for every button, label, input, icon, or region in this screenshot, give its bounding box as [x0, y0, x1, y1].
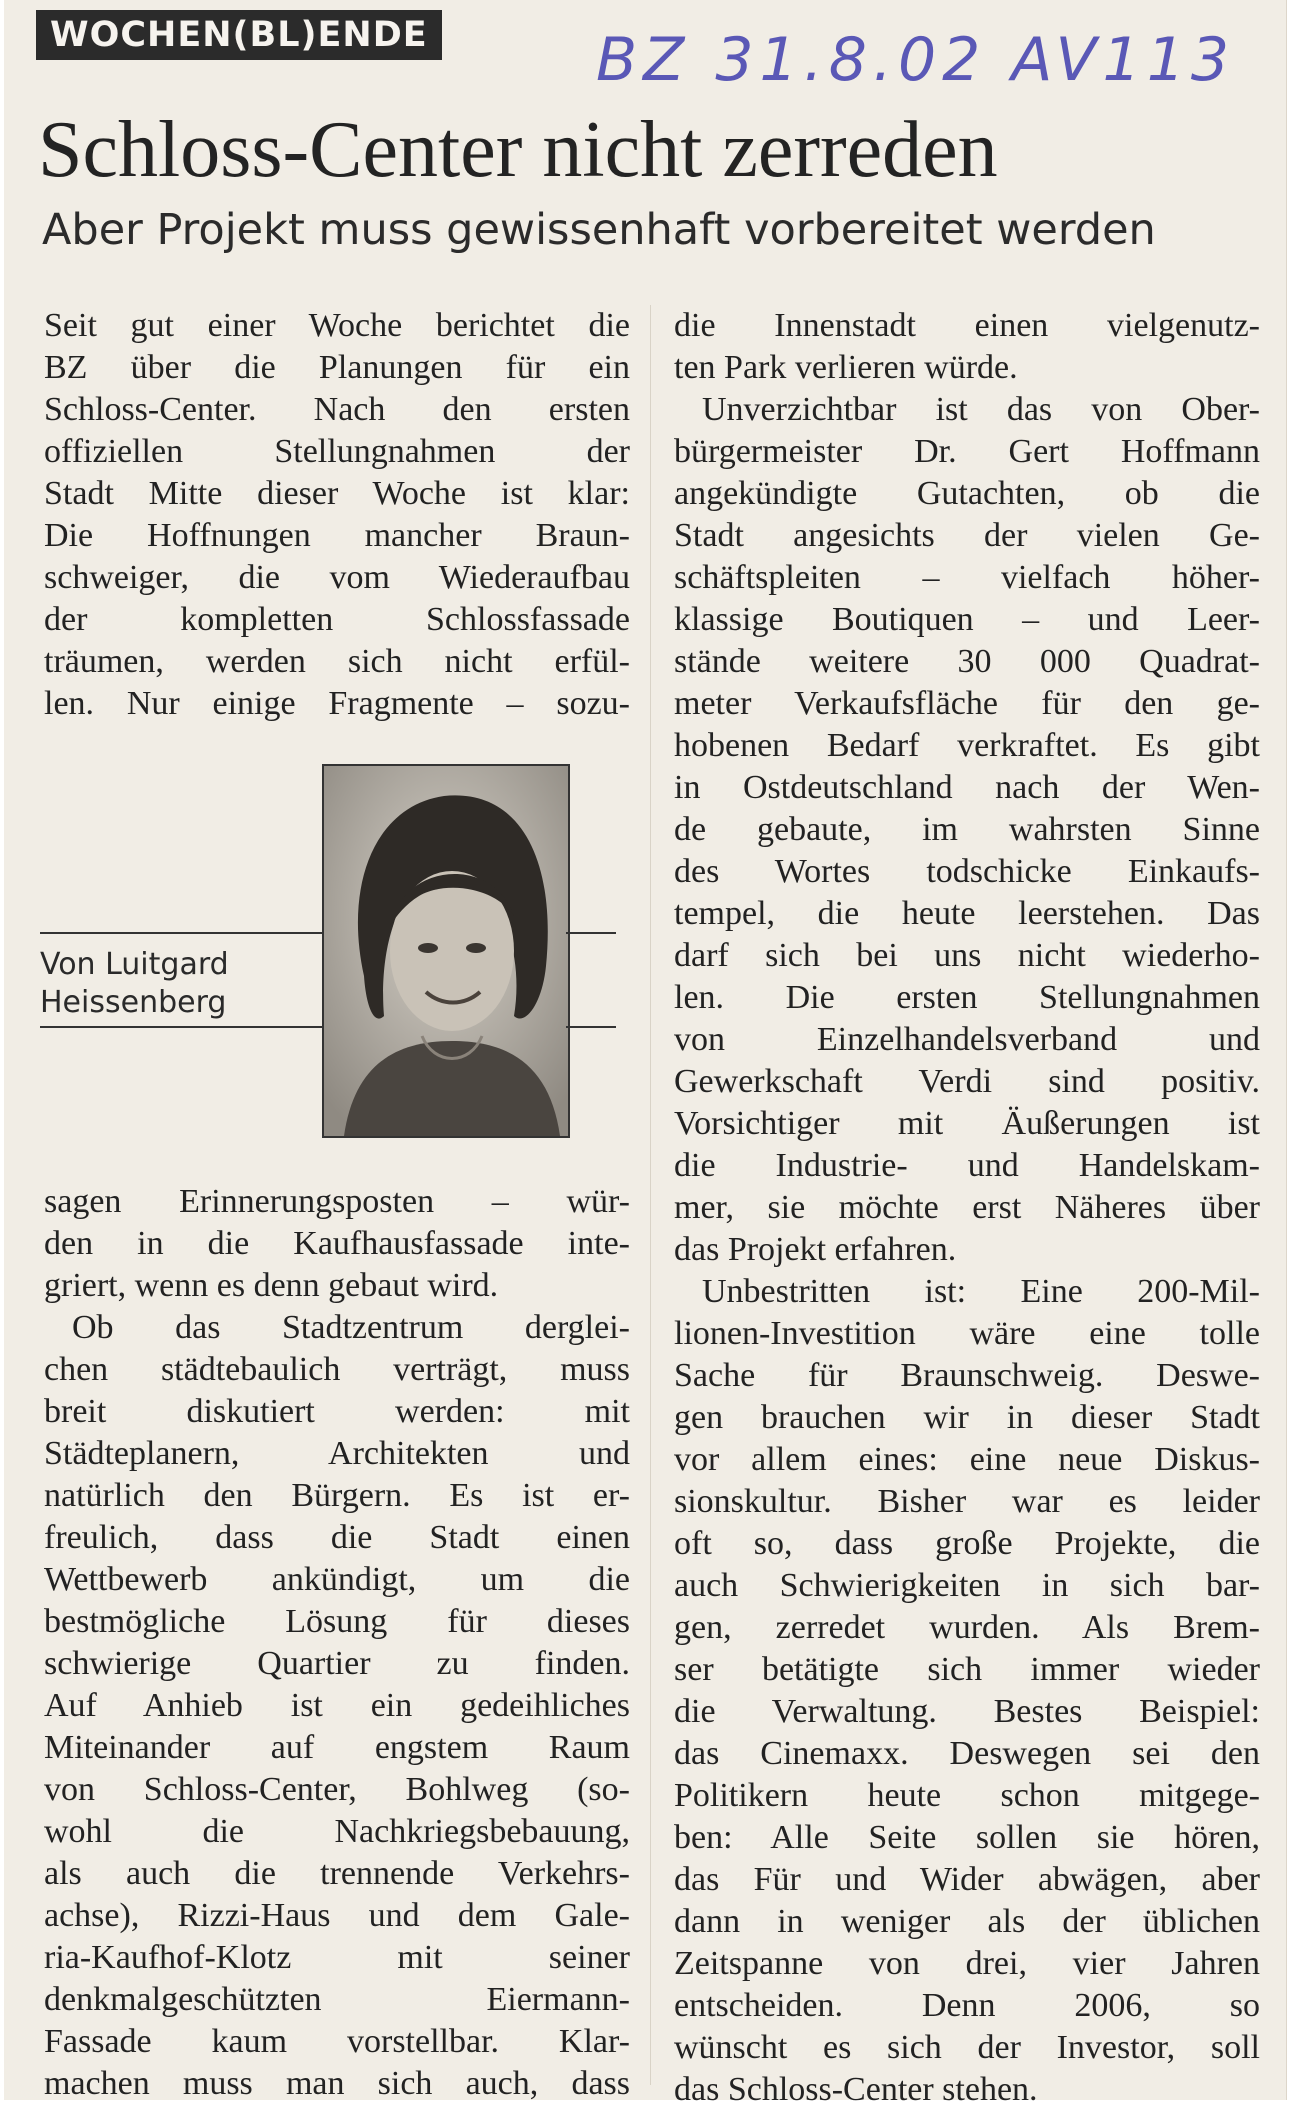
text-line: Schloss-Center. Nach den ersten [44, 391, 630, 428]
text-line: von Schloss-Center, Bohlweg (so- [44, 1771, 630, 1808]
text-line: des Wortes todschicke Einkaufs- [674, 853, 1260, 890]
text-line: Sache für Braunschweig. Deswe- [674, 1357, 1260, 1394]
text-line: Wettbewerb ankündigt, um die [44, 1561, 630, 1598]
text-line: Seit gut einer Woche berichtet die [44, 307, 630, 344]
handwritten-date-note: BZ 31.8.02 AV113 [596, 25, 1236, 95]
text-line: bürgermeister Dr. Gert Hoffmann [674, 433, 1260, 470]
text-line: der kompletten Schlossfassade [44, 601, 630, 638]
text-line: stände weitere 30 000 Quadrat- [674, 643, 1260, 680]
text-line: sagen Erinnerungsposten – wür- [44, 1183, 630, 1220]
text-line: darf sich bei uns nicht wiederho- [674, 937, 1260, 974]
text-line: vor allem eines: eine neue Diskus- [674, 1441, 1260, 1478]
text-line: sionskultur. Bisher war es leider [674, 1483, 1260, 1520]
text-line: klassige Boutiquen – und Leer- [674, 601, 1260, 638]
text-line: gen brauchen wir in dieser Stadt [674, 1399, 1260, 1436]
text-line: Gewerkschaft Verdi sind positiv. [674, 1063, 1260, 1100]
text-line: Unbestritten ist: Eine 200-Mil- [702, 1273, 1260, 1310]
section-label: WOCHEN(BL)ENDE [36, 10, 442, 60]
text-line: als auch die trennende Verkehrs- [44, 1855, 630, 1892]
text-line: in Ostdeutschland nach der Wen- [674, 769, 1260, 806]
text-line: griert, wenn es denn gebaut wird. [44, 1267, 499, 1304]
author-photo [322, 764, 570, 1138]
text-line: hobenen Bedarf verkraftet. Es gibt [674, 727, 1260, 764]
text-line: len. Die ersten Stellungnahmen [674, 979, 1260, 1016]
text-line: das Cinemaxx. Deswegen sei den [674, 1735, 1260, 1772]
text-line: dann in weniger als der üblichen [674, 1903, 1260, 1940]
text-line: machen muss man sich auch, dass [44, 2065, 630, 2102]
headline: Schloss-Center nicht zerreden [38, 106, 998, 194]
text-line: len. Nur einige Fragmente – sozu- [44, 685, 630, 722]
text-line: chen städtebaulich verträgt, muss [44, 1351, 630, 1388]
byline-rule-bottom [40, 1026, 322, 1028]
text-line: entscheiden. Denn 2006, so [674, 1987, 1260, 2024]
text-line: Unverzichtbar ist das von Ober- [702, 391, 1260, 428]
text-line: tempel, die heute leerstehen. Das [674, 895, 1260, 932]
newspaper-clipping [4, 0, 1287, 2108]
text-line: schweiger, die vom Wiederaufbau [44, 559, 630, 596]
text-line: von Einzelhandelsverband und [674, 1021, 1260, 1058]
text-line: den in die Kaufhausfassade inte- [44, 1225, 630, 1262]
byline-line-1: Von Luitgard [40, 947, 229, 982]
byline-rule-right-top [566, 932, 616, 934]
text-line: die Innenstadt einen vielgenutz- [674, 307, 1260, 344]
byline-line-2: Heissenberg [40, 985, 227, 1020]
text-line: BZ über die Planungen für ein [44, 349, 630, 386]
text-line: bestmögliche Lösung für dieses [44, 1603, 630, 1640]
column-divider [650, 305, 651, 2085]
text-line: Stadt angesichts der vielen Ge- [674, 517, 1260, 554]
text-line: wohl die Nachkriegsbebauung, [44, 1813, 630, 1850]
text-line: ten Park verlieren würde. [674, 349, 1018, 386]
text-line: offiziellen Stellungnahmen der [44, 433, 630, 470]
text-line: natürlich den Bürgern. Es ist er- [44, 1477, 630, 1514]
article-column-1-top [44, 305, 630, 725]
text-line: wünscht es sich der Investor, soll [674, 2029, 1260, 2066]
text-line: denkmalgeschützten Eiermann- [44, 1981, 630, 2018]
byline-rule-right-bottom [566, 1026, 616, 1028]
text-line: oft so, dass große Projekte, die [674, 1525, 1260, 1562]
text-line: de gebaute, im wahrsten Sinne [674, 811, 1260, 848]
text-line: das Für und Wider abwägen, aber [674, 1861, 1260, 1898]
text-line: schäftspleiten – vielfach höher- [674, 559, 1260, 596]
text-line: gen, zerredet wurden. Als Brem- [674, 1609, 1260, 1646]
text-line: das Projekt erfahren. [674, 1231, 957, 1268]
byline [40, 946, 310, 1022]
byline-rule-top [40, 932, 322, 934]
text-line: schwierige Quartier zu finden. [44, 1645, 630, 1682]
text-line: lionen-Investition wäre eine tolle [674, 1315, 1260, 1352]
text-line: die Industrie- und Handelskam- [674, 1147, 1260, 1184]
text-line: auch Schwierigkeiten in sich bar- [674, 1567, 1260, 1604]
text-line: ser betätigte sich immer wieder [674, 1651, 1260, 1688]
text-line: Fassade kaum vorstellbar. Klar- [44, 2023, 630, 2060]
text-line: Die Hoffnungen mancher Braun- [44, 517, 630, 554]
text-line: Miteinander auf engstem Raum [44, 1729, 630, 1766]
text-line: achse), Rizzi-Haus und dem Gale- [44, 1897, 630, 1934]
text-line: meter Verkaufsfläche für den ge- [674, 685, 1260, 722]
text-line: Auf Anhieb ist ein gedeihliches [44, 1687, 630, 1724]
text-line: Ob das Stadtzentrum derglei- [72, 1309, 630, 1346]
article-column-2 [674, 305, 1260, 2111]
text-line: Stadt Mitte dieser Woche ist klar: [44, 475, 630, 512]
text-line: Zeitspanne von drei, vier Jahren [674, 1945, 1260, 1982]
text-line: freulich, dass die Stadt einen [44, 1519, 630, 1556]
text-line: träumen, werden sich nicht erfül- [44, 643, 630, 680]
text-line: mer, sie möchte erst Näheres über [674, 1189, 1260, 1226]
text-line: angekündigte Gutachten, ob die [674, 475, 1260, 512]
text-line: Politikern heute schon mitgege- [674, 1777, 1260, 1814]
text-line: ria-Kaufhof-Klotz mit seiner [44, 1939, 630, 1976]
subheadline: Aber Projekt muss gewissenhaft vorbereitet werden [42, 205, 1156, 255]
text-line: die Verwaltung. Bestes Beispiel: [674, 1693, 1260, 1730]
text-line: ben: Alle Seite sollen sie hören, [674, 1819, 1260, 1856]
text-line: Vorsichtiger mit Äußerungen ist [674, 1105, 1260, 1142]
text-line: das Schloss-Center stehen. [674, 2071, 1038, 2108]
text-line: breit diskutiert werden: mit [44, 1393, 630, 1430]
article-column-1-bottom [44, 1181, 630, 2105]
text-line: Städteplanern, Architekten und [44, 1435, 630, 1472]
